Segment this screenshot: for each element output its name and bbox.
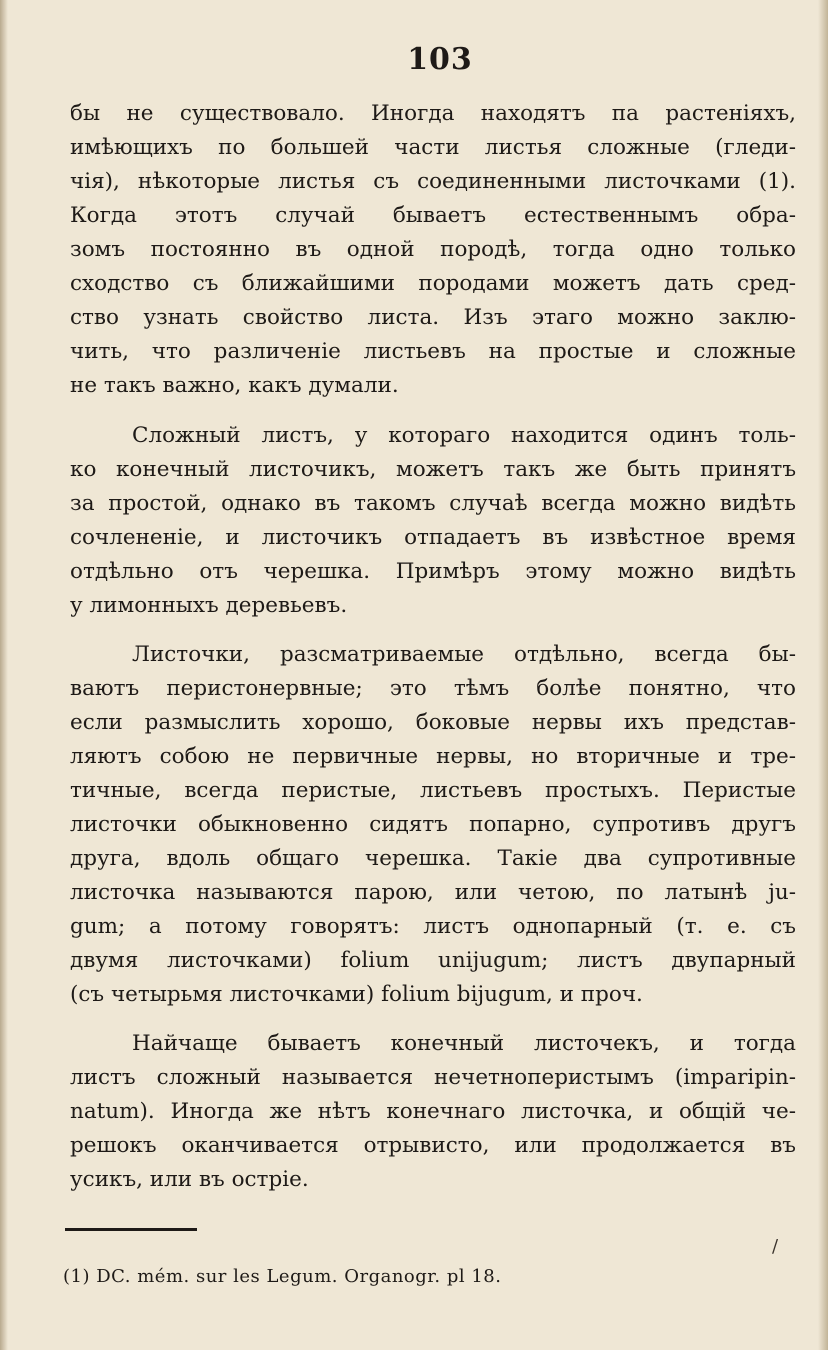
text-line: ство узнать свойство листа. Изъ этаго можно заклю- <box>70 305 796 330</box>
text-line: сходство съ ближайшими породами можетъ дать сред- <box>70 271 796 296</box>
text-line: чить, что различенiе листьевъ на простые и сложные <box>70 339 796 364</box>
footnote-separator <box>65 1228 197 1231</box>
text-line: сочлененiе, и листочикъ отпадаетъ въ извѣстное время <box>70 525 796 550</box>
text-line: Когда этотъ случай бываетъ естественнымъ обра- <box>70 203 796 228</box>
footnote: (1) DC. mém. sur les Legum. Organogr. pl 18. <box>63 1266 502 1287</box>
text-line: не такъ важно, какъ думали. <box>70 373 399 398</box>
text-line: natum). Иногда же нѣтъ конечнаго листочка, и общiй че- <box>70 1099 796 1124</box>
text-line: ко конечный листочикъ, можетъ такъ же быть принятъ <box>70 457 796 482</box>
page-edge-right <box>818 0 828 1350</box>
stray-mark: / <box>772 1236 779 1257</box>
text-line: ляютъ собою не первичные нервы, но вторичные и тре- <box>70 744 796 769</box>
text-line: ваютъ перистонервные; это тѣмъ болѣе понятно, что <box>70 676 796 701</box>
text-line: Найчаще бываетъ конечный листочекъ, и тогда <box>132 1031 796 1056</box>
text-line: бы не существовало. Иногда находятъ па растенiяхъ, <box>70 101 796 126</box>
text-line: отдѣльно отъ черешка. Примѣръ этому можно видѣть <box>70 559 796 584</box>
text-line: если размыслить хорошо, боковые нервы ихъ представ- <box>70 710 796 735</box>
page-edge-left <box>0 0 8 1350</box>
text-line: листочка называются парою, или четою, по латынѣ ju- <box>70 880 796 905</box>
text-line: gum; а потому говорятъ: листъ однопарный (т. е. съ <box>70 914 796 939</box>
text-line: друга, вдоль общаго черешка. Такiе два супротивные <box>70 846 796 871</box>
page-number: 103 <box>407 42 473 77</box>
text-line: листочки обыкновенно сидятъ попарно, супротивъ другъ <box>70 812 796 837</box>
text-line: чiя), нѣкоторые листья съ соединенными листочками (1). <box>70 169 796 194</box>
text-line: усикъ, или въ острiе. <box>70 1167 309 1192</box>
text-line: имѣющихъ по большей части листья сложные (гледи- <box>70 135 796 160</box>
text-line: Сложный листъ, у котораго находится одинъ толь- <box>132 423 796 448</box>
text-line: решокъ оканчивается отрывисто, или продолжается въ <box>70 1133 796 1158</box>
text-line: двумя листочками) folium unijugum; листъ двупарный <box>70 948 796 973</box>
text-line: листъ сложный называется нечетноперистымъ (imparipin- <box>70 1065 796 1090</box>
text-line: тичные, всегда перистые, листьевъ простыхъ. Перистые <box>70 778 796 803</box>
text-line: за простой, однако въ такомъ случаѣ всегда можно видѣть <box>70 491 796 516</box>
text-line: Листочки, разсматриваемые отдѣльно, всегда бы- <box>132 642 796 667</box>
text-line: зомъ постоянно въ одной породѣ, тогда одно только <box>70 237 796 262</box>
text-line: (съ четырьмя листочками) folium bijugum, и проч. <box>70 982 643 1007</box>
text-line: у лимонныхъ деревьевъ. <box>70 593 348 618</box>
